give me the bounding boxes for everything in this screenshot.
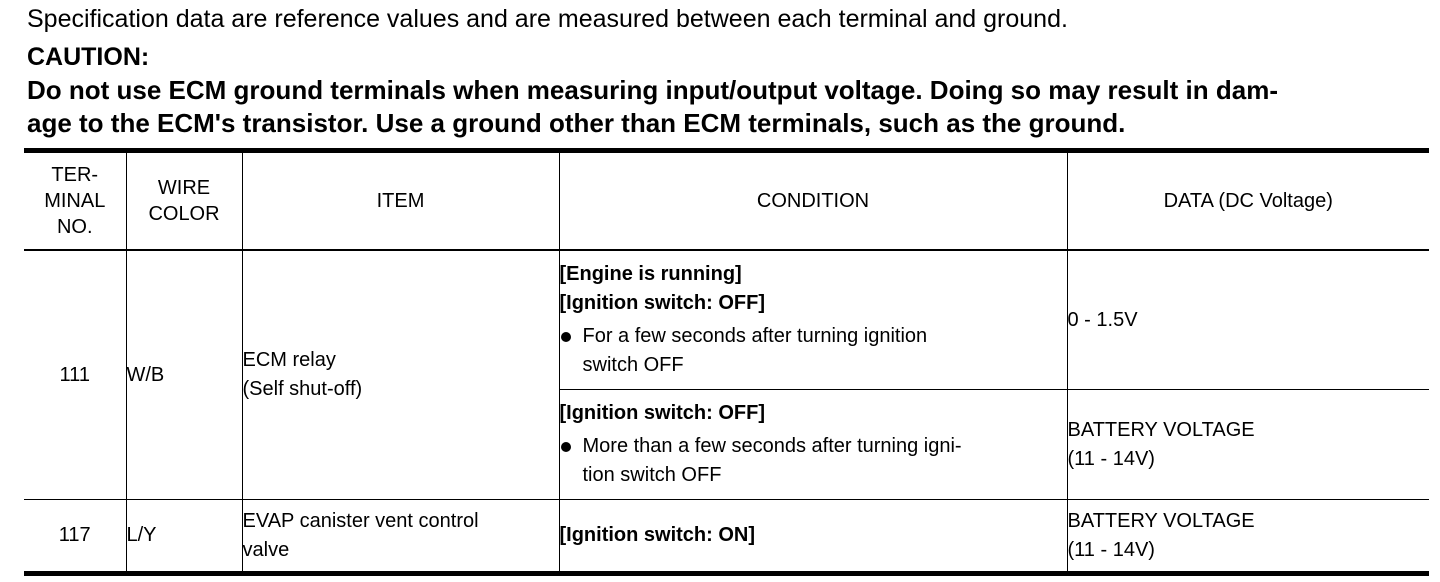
bullet-line-1: For a few seconds after turning ignition: [582, 325, 928, 347]
condition-bold-1: [Engine is running]: [559, 263, 742, 285]
data-cell: [1067, 390, 1429, 500]
bullet-line-2: switch OFF: [582, 354, 684, 376]
data-line-2: (11 - 14V): [1067, 447, 1155, 470]
condition-bold-1: [Ignition switch: ON]: [559, 524, 756, 546]
table-row: [24, 250, 1429, 390]
data-line-2: (11 - 14V): [1067, 538, 1155, 561]
item-line-2: (Self shut-off): [242, 378, 363, 400]
header-wire-color: [126, 151, 242, 251]
data-line-1: BATTERY VOLTAGE: [1067, 418, 1255, 441]
condition-bullet: [560, 432, 1067, 490]
condition-bold-2: [Ignition switch: OFF]: [559, 292, 766, 314]
bullet-dot-icon: [561, 332, 571, 342]
terminal-spec-table: [24, 148, 1429, 576]
condition-cell: [559, 500, 1067, 574]
header-terminal-no: [24, 151, 126, 251]
header-terminal-l1: TER-: [51, 164, 99, 186]
terminal-number: 111: [24, 250, 126, 500]
item-line-1: ECM relay: [242, 349, 336, 371]
intro-text: Specification data are reference values and are measured between each terminal and ground.: [27, 5, 1068, 33]
header-terminal-l2: MINAL: [44, 190, 106, 212]
data-cell: [1067, 500, 1429, 574]
header-wire-l1: WIRE: [157, 177, 211, 199]
table-header-row: [24, 151, 1429, 251]
bullet-dot-icon: [561, 442, 571, 452]
item-cell: [242, 250, 559, 500]
terminal-number: 117: [24, 500, 126, 574]
item-cell: [242, 500, 559, 574]
header-wire-l2: COLOR: [148, 203, 220, 225]
wire-color: L/Y: [126, 500, 242, 574]
condition-cell: [559, 250, 1067, 390]
condition-bullet: [560, 322, 1067, 380]
bullet-line-2: tion switch OFF: [582, 464, 722, 486]
caution-body: [27, 74, 1429, 140]
header-item: ITEM: [242, 151, 559, 251]
table-row: [24, 500, 1429, 574]
data-line-1: BATTERY VOLTAGE: [1067, 509, 1255, 532]
caution-title: CAUTION:: [27, 43, 150, 71]
condition-bold-1: [Ignition switch: OFF]: [559, 402, 766, 424]
bullet-line-1: More than a few seconds after turning igni-: [582, 435, 962, 457]
header-data: DATA (DC Voltage): [1067, 151, 1429, 251]
header-terminal-l3: NO.: [56, 216, 93, 238]
caution-body-line-2: age to the ECM's transistor. Use a ground other than ECM terminals, such as the ground.: [27, 108, 1126, 138]
caution-body-line-1: Do not use ECM ground terminals when measuring input/output voltage. Doing so may result in dam-: [27, 75, 1278, 105]
header-condition: CONDITION: [559, 151, 1067, 251]
wire-color: W/B: [126, 250, 242, 500]
condition-cell: [559, 390, 1067, 500]
data-cell: [1067, 250, 1429, 390]
data-line-1: 0 - 1.5V: [1067, 308, 1138, 331]
item-line-2: valve: [242, 538, 290, 561]
item-line-1: EVAP canister vent control: [242, 509, 479, 532]
